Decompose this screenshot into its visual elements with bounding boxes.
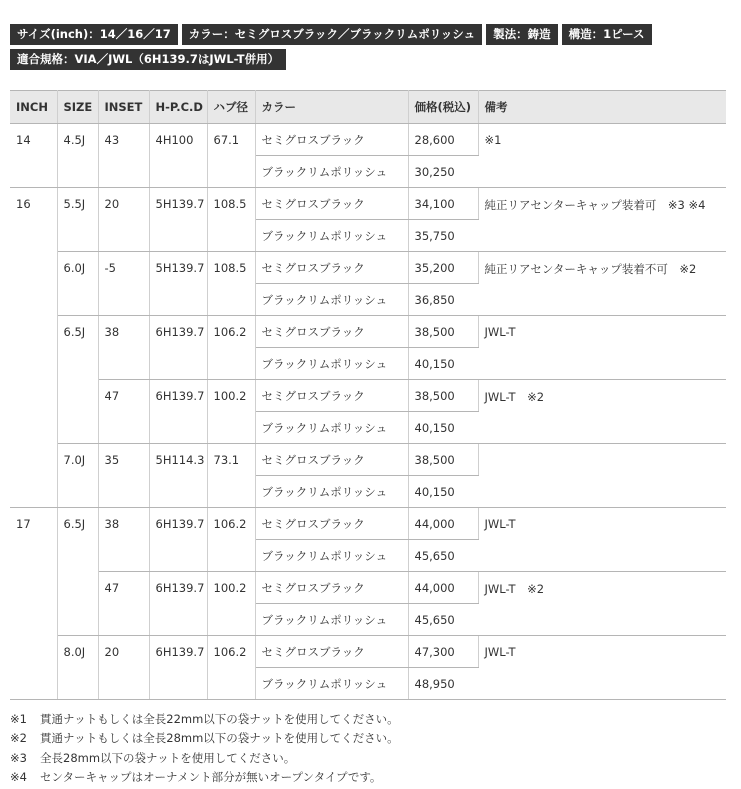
pcd-cell: 6H139.7 [149, 508, 207, 572]
footnote-text: 貫通ナットもしくは全長28mm以下の袋ナットを使用してください。 [40, 731, 399, 746]
color-cell: ブラックリムポリッシュ [255, 668, 408, 700]
inset-cell: 35 [98, 444, 149, 508]
color-cell: セミグロスブラック [255, 380, 408, 412]
inset-cell: -5 [98, 252, 149, 316]
footnote [10, 768, 399, 787]
hub-cell: 100.2 [207, 380, 255, 444]
footnote-text: センターキャップはオーナメント部分が無いオープンタイプです。 [40, 770, 382, 785]
tag-method: 製法：鋳造 [486, 24, 558, 45]
price-cell: 36,850 [408, 284, 478, 316]
price-cell: 40,150 [408, 476, 478, 508]
price-cell: 47,300 [408, 636, 478, 668]
footnote-text: 貫通ナットもしくは全長22mm以下の袋ナットを使用してください。 [40, 712, 399, 726]
price-cell: 28,600 [408, 124, 478, 156]
footnotes [10, 710, 399, 788]
hub-cell: 106.2 [207, 636, 255, 700]
color-cell: ブラックリムポリッシュ [255, 412, 408, 444]
header-price: 価格(税込) [408, 91, 478, 124]
pcd-cell: 6H139.7 [149, 380, 207, 444]
inch-cell: 16 [10, 188, 57, 508]
note-cell: JWL-T [478, 508, 726, 572]
footnote-mark: ※3 [10, 750, 27, 765]
table-row [10, 636, 726, 668]
footnote-mark: ※2 [10, 731, 27, 746]
size-cell: 7.0J [57, 444, 98, 508]
size-cell: 4.5J [57, 124, 98, 188]
inset-cell: 47 [98, 380, 149, 444]
tag-row-1 [10, 24, 730, 45]
price-cell: 40,150 [408, 348, 478, 380]
note-cell [478, 444, 726, 508]
pcd-cell: 6H139.7 [149, 636, 207, 700]
color-cell: ブラックリムポリッシュ [255, 604, 408, 636]
pcd-cell: 5H139.7 [149, 252, 207, 316]
table-row [10, 188, 726, 220]
footnote [10, 729, 399, 748]
table-row [10, 252, 726, 284]
pcd-cell: 5H114.3 [149, 444, 207, 508]
table-header-row [10, 91, 726, 124]
size-cell: 6.0J [57, 252, 98, 316]
hub-cell: 108.5 [207, 188, 255, 252]
inset-cell: 38 [98, 316, 149, 380]
color-cell: セミグロスブラック [255, 508, 408, 540]
color-cell: セミグロスブラック [255, 316, 408, 348]
inch-cell: 14 [10, 124, 57, 188]
size-cell: 6.5J [57, 508, 98, 636]
hub-cell: 73.1 [207, 444, 255, 508]
price-cell: 34,100 [408, 188, 478, 220]
inset-cell: 47 [98, 572, 149, 636]
footnote-text: 全長28mm以下の袋ナットを使用してください。 [40, 750, 296, 765]
pcd-cell: 6H139.7 [149, 316, 207, 380]
header-inch: INCH [10, 91, 57, 124]
color-cell: セミグロスブラック [255, 444, 408, 476]
spec-table-body [10, 124, 726, 700]
header-note: 備考 [478, 91, 726, 124]
pcd-cell: 5H139.7 [149, 188, 207, 252]
price-cell: 38,500 [408, 380, 478, 412]
hub-cell: 106.2 [207, 316, 255, 380]
header-pcd: H-P.C.D [149, 91, 207, 124]
note-cell: ※1 [478, 124, 726, 188]
note-cell: JWL-T [478, 316, 726, 380]
header-hub: ハブ径 [207, 91, 255, 124]
inch-cell: 17 [10, 508, 57, 700]
inset-cell: 38 [98, 508, 149, 572]
color-cell: セミグロスブラック [255, 252, 408, 284]
price-cell: 30,250 [408, 156, 478, 188]
note-cell: 純正リアセンターキャップ装着可 ※3 ※4 [478, 188, 726, 252]
color-cell: セミグロスブラック [255, 636, 408, 668]
color-cell: ブラックリムポリッシュ [255, 476, 408, 508]
price-cell: 35,750 [408, 220, 478, 252]
inset-cell: 20 [98, 636, 149, 700]
table-row [10, 124, 726, 156]
footnote [10, 710, 399, 729]
footnote [10, 749, 399, 768]
note-cell: 純正リアセンターキャップ装着不可 ※2 [478, 252, 726, 316]
pcd-cell: 6H139.7 [149, 572, 207, 636]
spec-table [10, 90, 726, 700]
hub-cell: 106.2 [207, 508, 255, 572]
tag-row-2 [10, 49, 730, 70]
inset-cell: 20 [98, 188, 149, 252]
color-cell: ブラックリムポリッシュ [255, 284, 408, 316]
color-cell: セミグロスブラック [255, 124, 408, 156]
price-cell: 38,500 [408, 316, 478, 348]
color-cell: セミグロスブラック [255, 572, 408, 604]
size-cell: 6.5J [57, 316, 98, 444]
inset-cell: 43 [98, 124, 149, 188]
hub-cell: 108.5 [207, 252, 255, 316]
tag-size: サイズ(inch)：14／16／17 [10, 24, 178, 45]
header-inset: INSET [98, 91, 149, 124]
price-cell: 44,000 [408, 508, 478, 540]
price-cell: 44,000 [408, 572, 478, 604]
header-color: カラー [255, 91, 408, 124]
hub-cell: 67.1 [207, 124, 255, 188]
price-cell: 38,500 [408, 444, 478, 476]
pcd-cell: 4H100 [149, 124, 207, 188]
color-cell: ブラックリムポリッシュ [255, 348, 408, 380]
header-size: SIZE [57, 91, 98, 124]
footnote-mark: ※1 [10, 712, 27, 726]
size-cell: 8.0J [57, 636, 98, 700]
table-row [10, 380, 726, 412]
note-cell: JWL-T ※2 [478, 572, 726, 636]
color-cell: セミグロスブラック [255, 188, 408, 220]
price-cell: 45,650 [408, 604, 478, 636]
price-cell: 45,650 [408, 540, 478, 572]
size-cell: 5.5J [57, 188, 98, 252]
tag-color: カラー：セミグロスブラック／ブラックリムポリッシュ [182, 24, 482, 45]
price-cell: 40,150 [408, 412, 478, 444]
footnote-mark: ※4 [10, 770, 27, 785]
color-cell: ブラックリムポリッシュ [255, 540, 408, 572]
tag-standard: 適合規格：VIA／JWL（6H139.7はJWL-T併用） [10, 49, 286, 70]
table-row [10, 572, 726, 604]
table-row [10, 316, 726, 348]
spec-tags [10, 24, 730, 74]
color-cell: ブラックリムポリッシュ [255, 156, 408, 188]
price-cell: 48,950 [408, 668, 478, 700]
note-cell: JWL-T ※2 [478, 380, 726, 444]
tag-structure: 構造：1ピース [562, 24, 652, 45]
table-row [10, 508, 726, 540]
price-cell: 35,200 [408, 252, 478, 284]
hub-cell: 100.2 [207, 572, 255, 636]
color-cell: ブラックリムポリッシュ [255, 220, 408, 252]
table-row [10, 444, 726, 476]
note-cell: JWL-T [478, 636, 726, 700]
